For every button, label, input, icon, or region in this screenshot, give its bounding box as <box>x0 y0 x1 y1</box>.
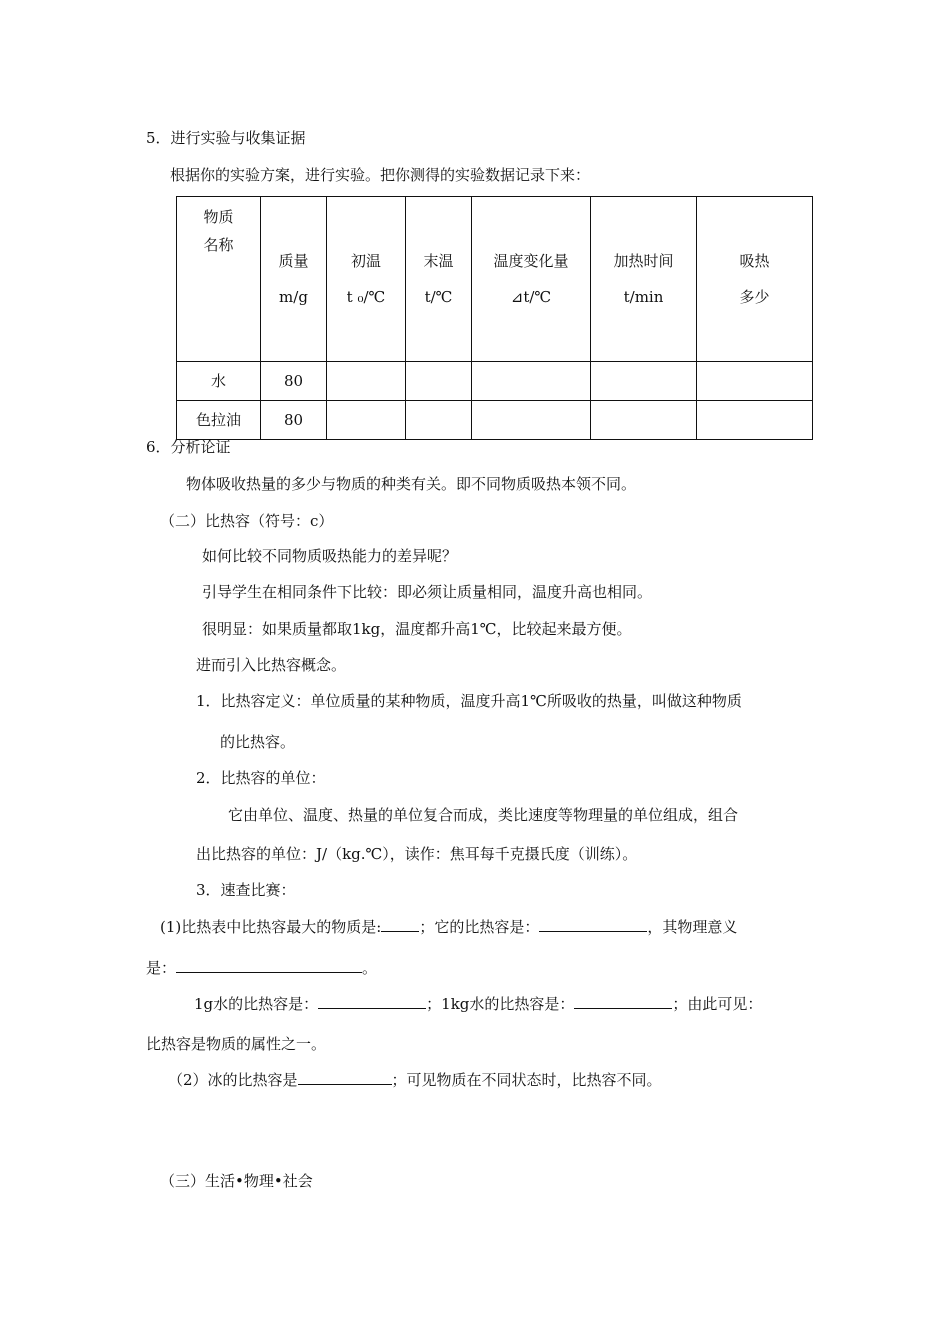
answer-blank[interactable] <box>318 993 426 1009</box>
answer-blank[interactable] <box>298 1069 392 1085</box>
table-cell <box>472 362 591 401</box>
unit-line-1: 它由单位、温度、热量的单位复合而成，类比速度等物理量的单位组成，组合 <box>228 806 739 824</box>
header-cell: 质量 m/g <box>261 197 327 362</box>
unit-heading: 2．比热容的单位： <box>196 769 326 787</box>
table-cell <box>327 362 406 401</box>
table-cell <box>406 362 472 401</box>
quiz-q2-line: （2）冰的比热容是 ；可见物质在不同状态时，比热容不同。 <box>168 1071 662 1089</box>
table-cell <box>472 401 591 440</box>
quiz-q1-line: (1)比热表中比热容最大的物质是: ；它的比热容是： ，其物理意义 <box>160 918 738 936</box>
quiz-heading: 3．速查比赛： <box>196 881 296 899</box>
part2-obvious: 很明显：如果质量都取1kg，温度都升高1℃，比较起来最方便。 <box>202 620 632 638</box>
header-cell: 物质 名称 <box>177 197 261 362</box>
quiz-q1b-line-2: 比热容是物质的属性之一。 <box>146 1035 327 1053</box>
table-cell: 80 <box>261 401 327 440</box>
answer-blank[interactable] <box>176 957 362 973</box>
table-cell <box>697 362 813 401</box>
header-cell: 加热时间 t/min <box>591 197 697 362</box>
table-row <box>177 401 813 440</box>
section5-heading: 5．进行实验与收集证据 <box>146 129 306 147</box>
table-cell <box>591 401 697 440</box>
table-header-row <box>177 197 813 362</box>
table-cell: 80 <box>261 362 327 401</box>
answer-blank[interactable] <box>539 916 647 932</box>
table-cell <box>591 362 697 401</box>
table-cell <box>406 401 472 440</box>
header-cell: 吸热 多少 <box>697 197 813 362</box>
section6-text: 物体吸收热量的多少与物质的种类有关。即不同物质吸热本领不同。 <box>186 475 637 493</box>
header-cell: 初温 t ₀/℃ <box>327 197 406 362</box>
answer-blank[interactable] <box>381 916 419 932</box>
unit-line-2: 出比热容的单位：J/（kg.℃），读作：焦耳每千克摄氏度（训练）。 <box>196 845 638 863</box>
part2-heading: （二）比热容（符号：c） <box>160 512 334 530</box>
table-cell: 水 <box>177 362 261 401</box>
section6-heading: 6．分析论证 <box>146 438 231 456</box>
table-cell <box>697 401 813 440</box>
part2-guide: 引导学生在相同条件下比较：即必须让质量相同，温度升高也相同。 <box>202 583 653 601</box>
part2-question: 如何比较不同物质吸热能力的差异呢？ <box>202 547 458 565</box>
quiz-q1-line-2: 是： 。 <box>146 959 378 977</box>
section5-intro: 根据你的实验方案，进行实验。把你测得的实验数据记录下来： <box>170 166 591 184</box>
table-cell <box>327 401 406 440</box>
part2-introduce: 进而引入比热容概念。 <box>196 656 347 674</box>
part3-heading: （三）生活•物理•社会 <box>160 1172 313 1190</box>
header-cell: 末温 t/℃ <box>406 197 472 362</box>
answer-blank[interactable] <box>574 993 672 1009</box>
definition-line-2: 的比热容。 <box>220 733 296 751</box>
table-row <box>177 362 813 401</box>
definition-line-1: 1．比热容定义：单位质量的某种物质，温度升高1℃所吸收的热量，叫做这种物质 <box>196 692 742 710</box>
header-cell: 温度变化量 ⊿t/℃ <box>472 197 591 362</box>
quiz-q1b-line: 1g水的比热容是： ；1kg水的比热容是： ；由此可见： <box>194 995 763 1013</box>
data-table <box>176 196 813 440</box>
table-cell: 色拉油 <box>177 401 261 440</box>
